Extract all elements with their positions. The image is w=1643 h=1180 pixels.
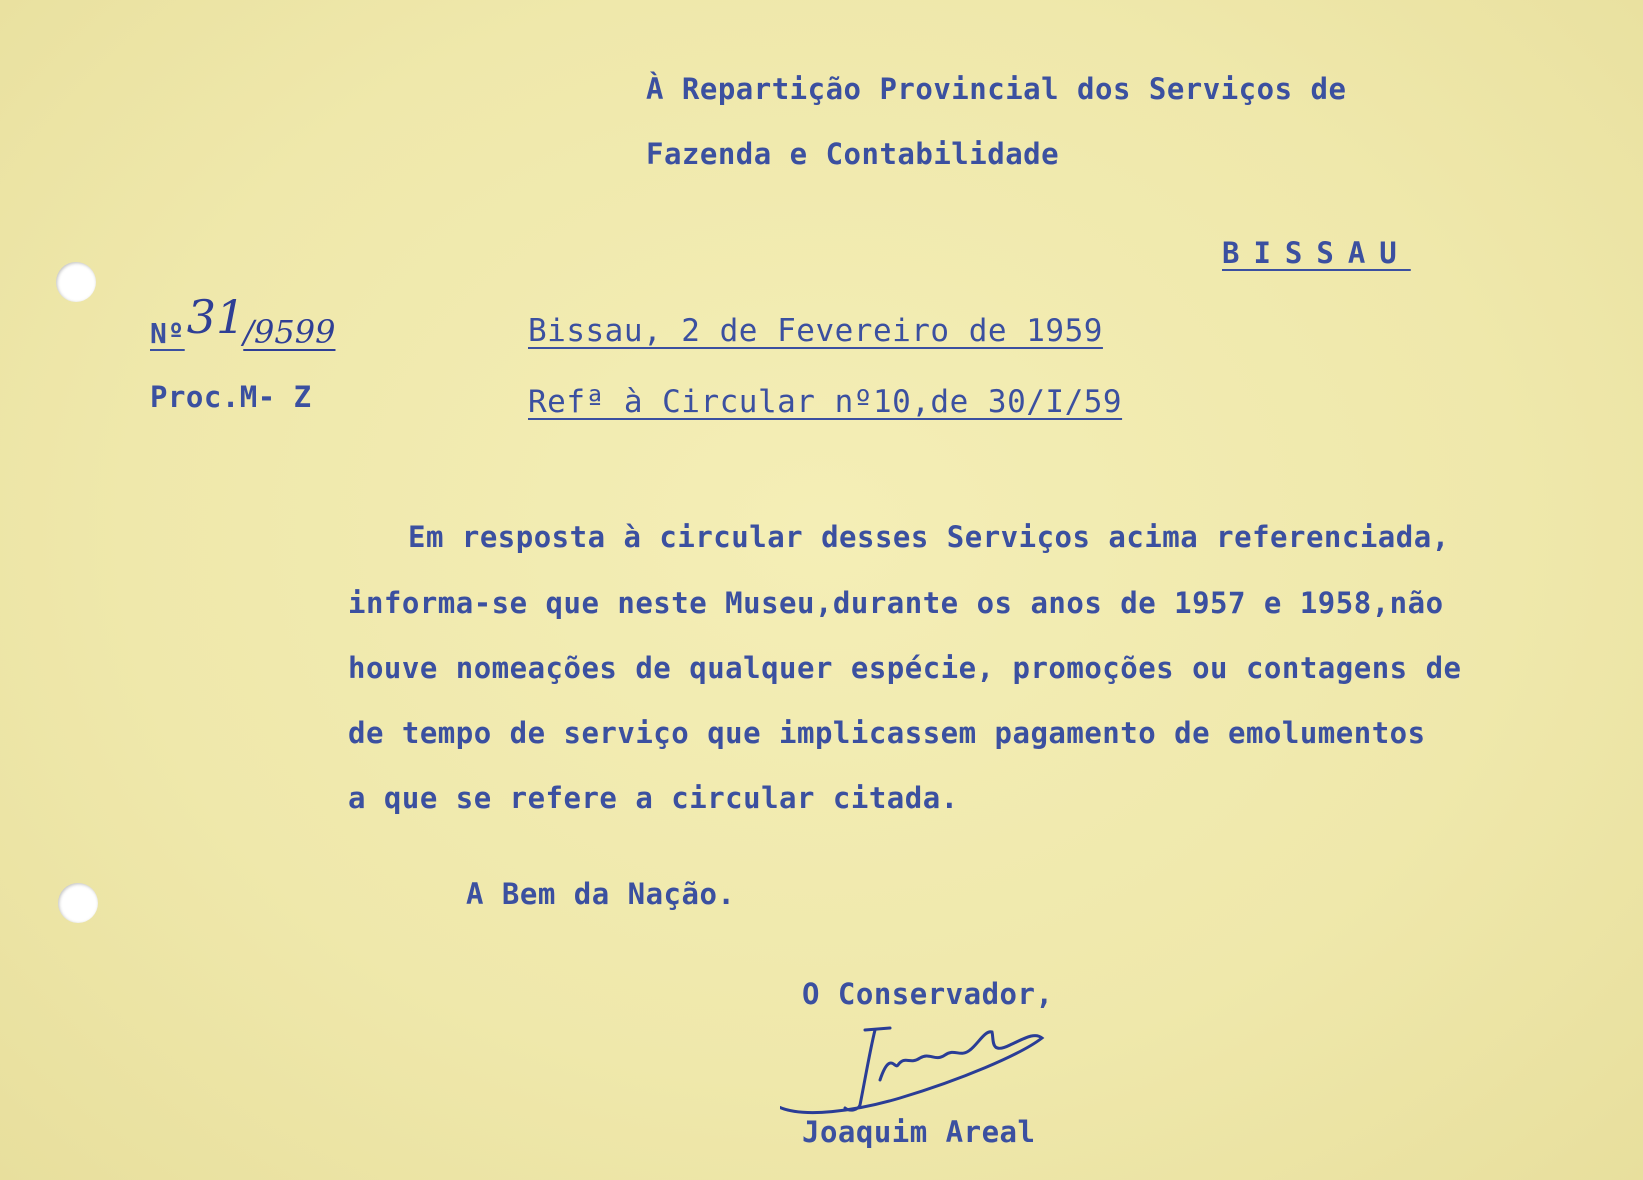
addressee-line-1: À Repartição Provincial dos Serviços de <box>646 72 1347 106</box>
circular-reference: Refª à Circular nº10,de 30/I/59 <box>528 384 1123 420</box>
handwritten-signature <box>780 1010 1100 1130</box>
punch-hole-bottom <box>58 883 98 923</box>
closing-salutation: A Bem da Nação. <box>466 877 736 911</box>
addressee-city: BISSAU <box>1222 236 1411 270</box>
letter-date: Bissau, 2 de Fevereiro de 1959 <box>528 313 1103 349</box>
signatory-name: Joaquim Areal <box>802 1115 1036 1149</box>
body-line-4: de tempo de serviço que implicassem pagamento de emolumentos <box>348 716 1426 750</box>
reference-number-handwritten: 31 <box>186 290 246 344</box>
reference-number <box>150 290 336 354</box>
body-line-5: a que se refere a circular citada. <box>348 781 959 815</box>
reference-number-suffix: /9599 <box>243 313 336 351</box>
process-code: Proc.M- Z <box>150 380 312 414</box>
body-line-2: informa-se que neste Museu,durante os anos de 1957 e 1958,não <box>348 586 1444 620</box>
body-line-1: Em resposta à circular desses Serviços acima referenciada, <box>408 520 1450 554</box>
reference-number-prefix: Nº <box>150 317 185 350</box>
addressee-line-2: Fazenda e Contabilidade <box>646 137 1060 171</box>
signoff-title: O Conservador, <box>802 977 1054 1011</box>
body-line-3: houve nomeações de qualquer espécie, promoções ou contagens de <box>348 651 1462 685</box>
punch-hole-top <box>56 262 96 302</box>
